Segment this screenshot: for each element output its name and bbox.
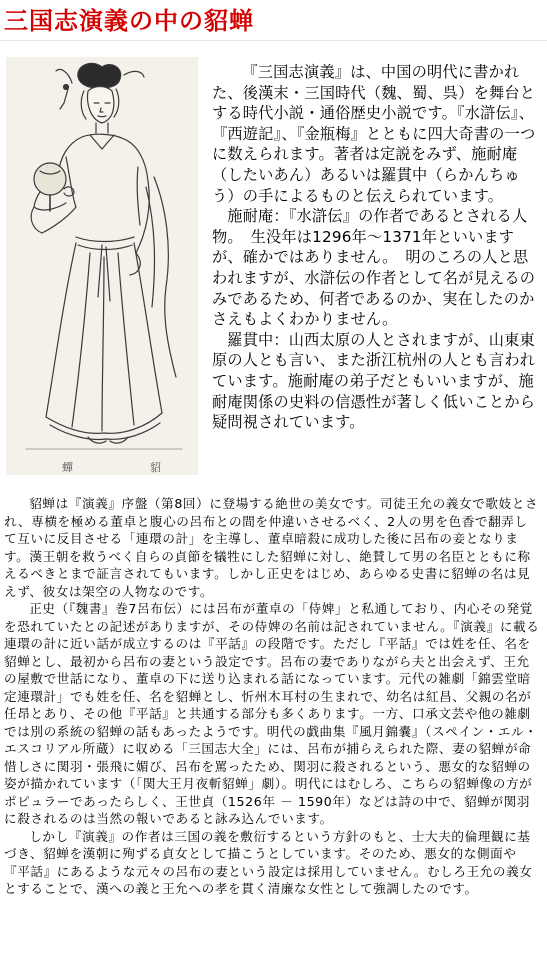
intro-text: [212, 62, 538, 433]
article-body: [4, 495, 540, 898]
intro-paragraph: 施耐庵：『水滸伝』の作者であるとされる人物。 生没年は1296年～1371年といいますが、確かではありません。 明のころの人と思われますが、水滸伝の作者として名が見えるのみであるため、何者であるのか、実在したのかさえもよくわかりません。: [212, 207, 536, 329]
body-paragraph: 正史（『魏書』巻7呂布伝）には呂布が董卓の「侍婢」と私通しており、内心その発覚を恐れていたとの記述がありますが、その侍婢の名前は記されていません。『演義』に載る連環の計に近い話が成立するのは『平話』の段階です。ただし『平話』では姓を任、名を貂蝉とし、最初から呂布の妻という設定です。呂布の妻でありながら夫と出会えず、王允の屋敷で世話になり、董卓の下に送り込まれる話になっています。元代の雑劇「錦雲堂暗定連環計」でも姓を任、名を貂蝉とし、忻州木耳村の生まれで、幼名は紅昌、父親の名が任昂とあり、その他『平話』と共通する部分も多くあります。一方、口承文芸や他の雑劇では別の系統の貂蝉の話もあったようです。明代の戯曲集『風月錦嚢』（スペイン・エル・エスコリアル所蔵）に収める「三国志大全」には、呂布が捕らえられた際、妻の貂蝉が命惜しさに関羽・張飛に媚び、呂布を罵ったため、関羽に殺されるという、悪女的な貂蝉の姿が描かれています（「関大王月夜斬貂蝉」劇）。明代にはむしろ、こちらの貂蝉像の方がポピュラーであったらしく、王世貞（1526年 － 1590年）などは詩の中で、貂蝉が関羽に殺されるのは当然の報いであると詠み込んでいます。: [4, 601, 540, 826]
body-paragraph: 貂蝉は『演義』序盤（第8回）に登場する絶世の美女です。司徒王允の義女で歌妓とされ、専横を極める董卓と腹心の呂布との間を仲違いさせるべく、2人の男を色香で翻弄して互いに反目させる「連環の計」を主導し、董卓暗殺に成功した後に呂布の妾となります。漢王朝を救うべく自らの貞節を犠牲にした貂蝉に対し、絶賛して男の名臣とともに称えるべきとまで証言されてもいます。しかし正史をはじめ、あらゆる史書に貂蝉の名は見えず、彼女は架空の人物なのです。: [4, 496, 539, 599]
intro-paragraph: 羅貫中：山西太原の人とされますが、山東東原の人とも言い、また浙江杭州の人とも言われています。施耐庵の弟子だともいいますが、施耐庵関係の史料の信憑性が著しく低いことから疑問視されています。: [212, 330, 536, 432]
title-divider: [0, 40, 547, 41]
body-paragraph: しかし『演義』の作者は三国の義を敷衍するという方針のもと、士大夫的倫理観に基づき、貂蝉を漢朝に殉ずる貞女として描こうとしています。そのため、悪女的な側面や『平話』にあるような元々の呂布の妻という設定は採用していません。むしろ王允の義女とすることで、漢への義と王允への孝を貫く清廉な女性として強調したのです。: [4, 828, 533, 896]
portrait-caption-right: 貂: [150, 461, 161, 474]
portrait-caption-left: 蟬: [62, 461, 73, 474]
diaochan-portrait: [6, 57, 198, 475]
page-title: 三国志演義の中の貂蝉: [4, 7, 254, 35]
diaochan-illustration: [6, 57, 198, 475]
intro-paragraph: 『三国志演義』は、中国の明代に書かれた、後漢末・三国時代（魏、蜀、呉）を舞台とする時代小説・通俗歴史小説です。『水滸伝』、『西遊記』、『金瓶梅』とともに四大奇書の一つに数えられます。著者は定説をみず、施耐庵（したいあん）あるいは羅貫中（らかんちゅう）の手によるものと伝えられています。: [212, 63, 536, 205]
